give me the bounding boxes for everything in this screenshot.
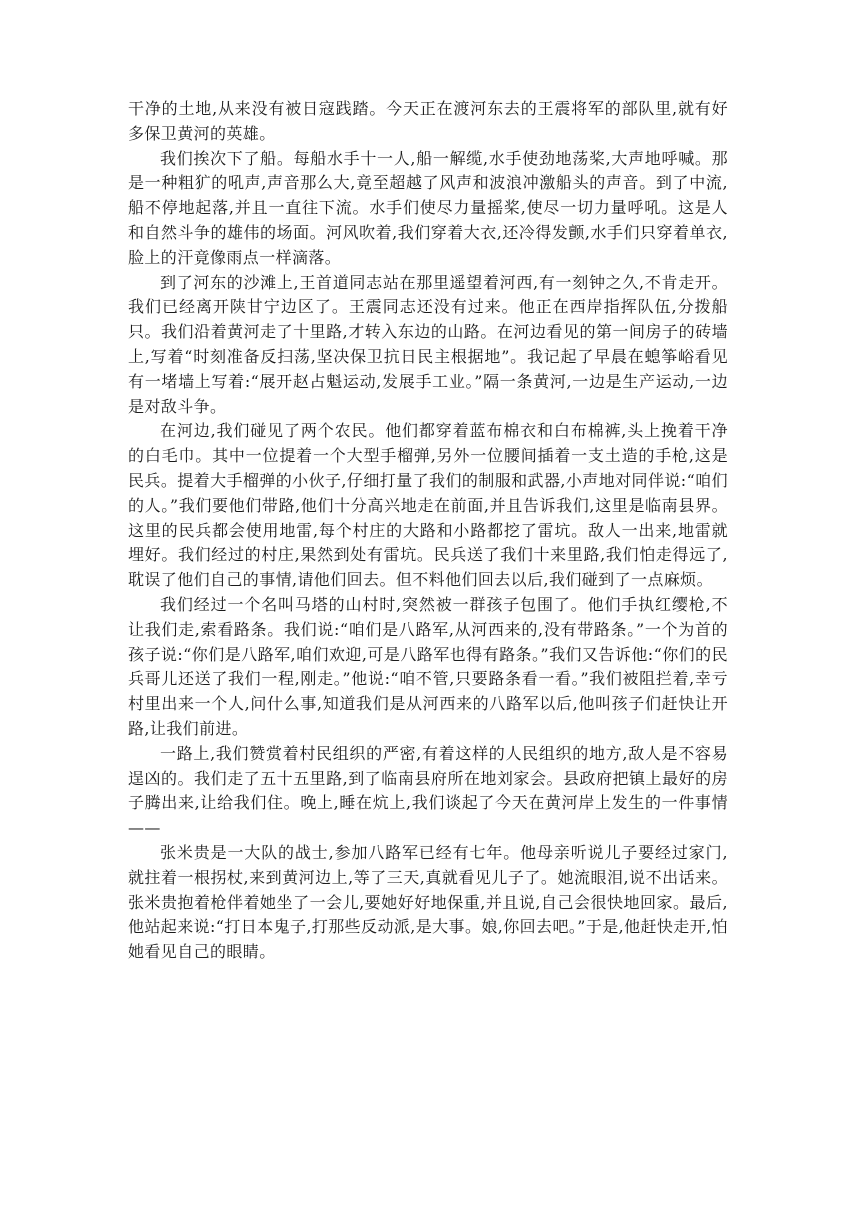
paragraph-7: 张米贵是一大队的战士,参加八路军已经有七年。他母亲听说儿子要经过家门,就拄着一根拐杖,来到黄河边上,等了三天,真就看见儿子了。她流眼泪,说不出话来。张米贵抱着枪伴着她坐了一会儿,要她好好地保重,并且说,自己会很快地回家。最后,他站起来说:“打日本鬼子,打那些反动派,是大事。娘,你回去吧。”于是,他赶快走开,怕她看见自己的眼睛。	[128, 842, 728, 962]
paragraph-2: 我们挨次下了船。每船水手十一人,船一解缆,水手使劲地荡桨,大声地呼喊。那是一种粗犷的吼声,声音那么大,竟至超越了风声和波浪冲激船头的声音。到了中流,船不停地起落,并且一直往下流。水手们使尽力量摇桨,使尽一切力量呼吼。这是人和自然斗争的雄伟的场面。河风吹着,我们穿着大衣,还冷得发颤,水手们只穿着单衣,脸上的汗竟像雨点一样滴落。	[128, 148, 728, 267]
paragraph-5: 我们经过一个名叫马塔的山村时,突然被一群孩子包围了。他们手执红缨枪,不让我们走,索看路条。我们说:“咱们是八路军,从河西来的,没有带路条。”一个为首的孩子说:“你们是八路军,咱们欢迎,可是八路军也得有路条。”我们又告诉他:“你们的民兵哥儿还送了我们一程,刚走。”他说:“咱不管,只要路条看一看。”我们被阻拦着,幸亏村里出来一个人,问什么事,知道我们是从河西来的八路军以后,他叫孩子们赶快让开路,让我们前进。	[128, 594, 728, 738]
paragraph-6: 一路上,我们赞赏着村民组织的严密,有着这样的人民组织的地方,敌人是不容易逞凶的。我们走了五十五里路,到了临南县府所在地刘家会。县政府把镇上最好的房子腾出来,让给我们住。晚上,睡在炕上,我们谈起了今天在黄河岸上发生的一件事情——	[128, 743, 728, 838]
document-page	[128, 97, 728, 965]
paragraph-4: 在河边,我们碰见了两个农民。他们都穿着蓝布棉衣和白布棉裤,头上挽着干净的白毛巾。其中一位提着一个大型手榴弹,另外一位腰间插着一支土造的手枪,这是民兵。提着大手榴弹的小伙子,仔细打量了我们的制服和武器,小声地对同伴说:“咱们的人。”我们要他们带路,他们十分高兴地走在前面,并且告诉我们,这里是临南县界。这里的民兵都会使用地雷,每个村庄的大路和小路都挖了雷坑。敌人一出来,地雷就埋好。我们经过的村庄,果然到处有雷坑。民兵送了我们十来里路,我们怕走得远了,耽误了他们自己的事情,请他们回去。但不料他们回去以后,我们碰到了一点麻烦。	[128, 421, 728, 590]
paragraph-1: 干净的土地,从来没有被日寇践踏。今天正在渡河东去的王震将军的部队里,就有好多保卫黄河的英雄。	[128, 99, 728, 143]
paragraph-3: 到了河东的沙滩上,王首道同志站在那里遥望着河西,有一刻钟之久,不肯走开。我们已经离开陕甘宁边区了。王震同志还没有过来。他正在西岸指挥队伍,分拨船只。我们沿着黄河走了十里路,才转入东边的山路。在河边看见的第一间房子的砖墙上,写着“时刻准备反扫荡,坚决保卫抗日民主根据地”。我记起了早晨在螅筝峪看见有一堵墙上写着:“展开赵占魁运动,发展手工业。”隔一条黄河,一边是生产运动,一边是对敌斗争。	[128, 272, 728, 416]
